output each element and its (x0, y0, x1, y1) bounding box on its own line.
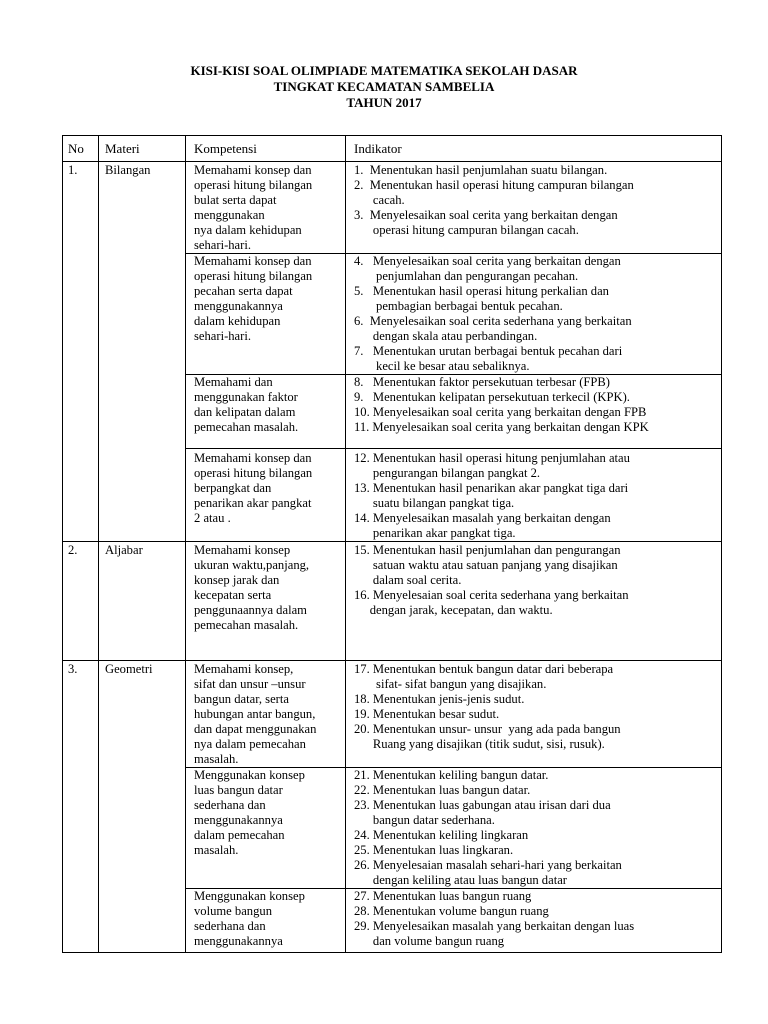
kompetensi-cell: Memahami dan menggunakan faktor dan kelipatan dalam pemecahan masalah. (194, 375, 299, 434)
kompetensi-cell: Memahami konsep dan operasi hitung bilangan bulat serta dapat menggunakan nya dalam kehidupan sehari-hari. (194, 163, 313, 252)
kompetensi-cell: Memahami konsep dan operasi hitung bilangan pecahan serta dapat menggunakannya dalam kehidupan sehari-hari. (194, 254, 313, 343)
header-kompetensi: Kompetensi (194, 141, 257, 156)
kompetensi-cell: Memahami konsep ukuran waktu,panjang, konsep jarak dan kecepatan serta penggunaannya dalam pemecahan masalah. (194, 543, 310, 632)
indikator-cell: 8. Menentukan faktor persekutuan terbesar (FPB) 9. Menentukan kelipatan persekutuan terkecil (KPK). 10. Menyelesaikan soal cerita yang berkaitan dengan FPB 11. Menyelesaikan soal cerita yang berkaitan dengan KPK (354, 375, 649, 434)
header-no: No (68, 141, 84, 156)
row-divider (63, 660, 721, 661)
indikator-cell: 4. Menyelesaikan soal cerita yang berkaitan dengan penjumlahan dan pengurangan pecahan. 5. Menentukan hasil operasi hitung perkalian dan pembagian berbagai bentuk pecahan. 6. Menyelesaikan soal cerita sederhana yang berkaitan dengan skala atau perbandingan. 7. Menentukan urutan berbagai bentuk pecahan dari kecil ke besar atau sebaliknya. (354, 254, 632, 373)
row-number: 2. (68, 543, 78, 557)
indikator-cell: 27. Menentukan luas bangun ruang 28. Menentukan volume bangun ruang 29. Menyelesaikan masalah yang berkaitan dengan luas dan volume bangun ruang (354, 889, 635, 948)
column-divider (98, 136, 99, 952)
row-number: 3. (68, 662, 78, 676)
document-title-line-3: TAHUN 2017 (346, 95, 422, 110)
row-materi: Bilangan (105, 163, 151, 177)
row-materi: Geometri (105, 662, 153, 676)
indikator-cell: 1. Menentukan hasil penjumlahan suatu bilangan. 2. Menentukan hasil operasi hitung campuran bilangan cacah. 3. Menyelesaikan soal cerita yang berkaitan dengan operasi hitung campuran bilangan cacah. (354, 163, 634, 237)
indikator-cell: 17. Menentukan bentuk bangun datar dari beberapa sifat- sifat bangun yang disajikan. 18. Menentukan jenis-jenis sudut. 19. Menentukan besar sudut. 20. Menentukan unsur- unsur yang ada pada bangun Ruang yang disajikan (titik sudut, sisi, rusuk). (354, 662, 621, 751)
kisi-kisi-table (62, 135, 722, 953)
sub-row-divider (185, 448, 721, 449)
kompetensi-cell: Menggunakan konsep volume bangun sederhana dan menggunakannya (194, 889, 305, 948)
row-divider (63, 161, 721, 162)
header-indikator: Indikator (354, 141, 402, 156)
indikator-cell: 15. Menentukan hasil penjumlahan dan pengurangan satuan waktu atau satuan panjang yang disajikan dalam soal cerita. 16. Menyelesaian soal cerita sederhana yang berkaitan dengan jarak, kecepatan, dan waktu. (354, 543, 629, 617)
row-divider (63, 541, 721, 542)
column-divider (185, 136, 186, 952)
column-divider (345, 136, 346, 952)
row-materi: Aljabar (105, 543, 143, 557)
document-title-line-1: KISI-KISI SOAL OLIMPIADE MATEMATIKA SEKOLAH DASAR (190, 63, 578, 78)
indikator-cell: 21. Menentukan keliling bangun datar. 22. Menentukan luas bangun datar. 23. Menentukan luas gabungan atau irisan dari dua bangun datar sederhana. 24. Menentukan keliling lingkaran 25. Menentukan luas lingkaran. 26. Menyelesaian masalah sehari-hari yang berkaitan dengan keliling atau luas bangun datar (354, 768, 622, 887)
row-number: 1. (68, 163, 78, 177)
indikator-cell: 12. Menentukan hasil operasi hitung penjumlahan atau pengurangan bilangan pangkat 2. 13. Menentukan hasil penarikan akar pangkat tiga dari suatu bilangan pangkat tiga. 14. Menyelesaikan masalah yang berkaitan dengan penarikan akar pangkat tiga. (354, 451, 630, 540)
document-title-line-2: TINGKAT KECAMATAN SAMBELIA (273, 79, 495, 94)
kompetensi-cell: Memahami konsep, sifat dan unsur –unsur bangun datar, serta hubungan antar bangun, dan dapat menggunakan nya dalam pemecahan masalah. (194, 662, 317, 766)
kompetensi-cell: Menggunakan konsep luas bangun datar sederhana dan menggunakannya dalam pemecahan masalah. (194, 768, 305, 857)
kompetensi-cell: Memahami konsep dan operasi hitung bilangan berpangkat dan penarikan akar pangkat 2 atau . (194, 451, 313, 525)
header-materi: Materi (105, 141, 140, 156)
